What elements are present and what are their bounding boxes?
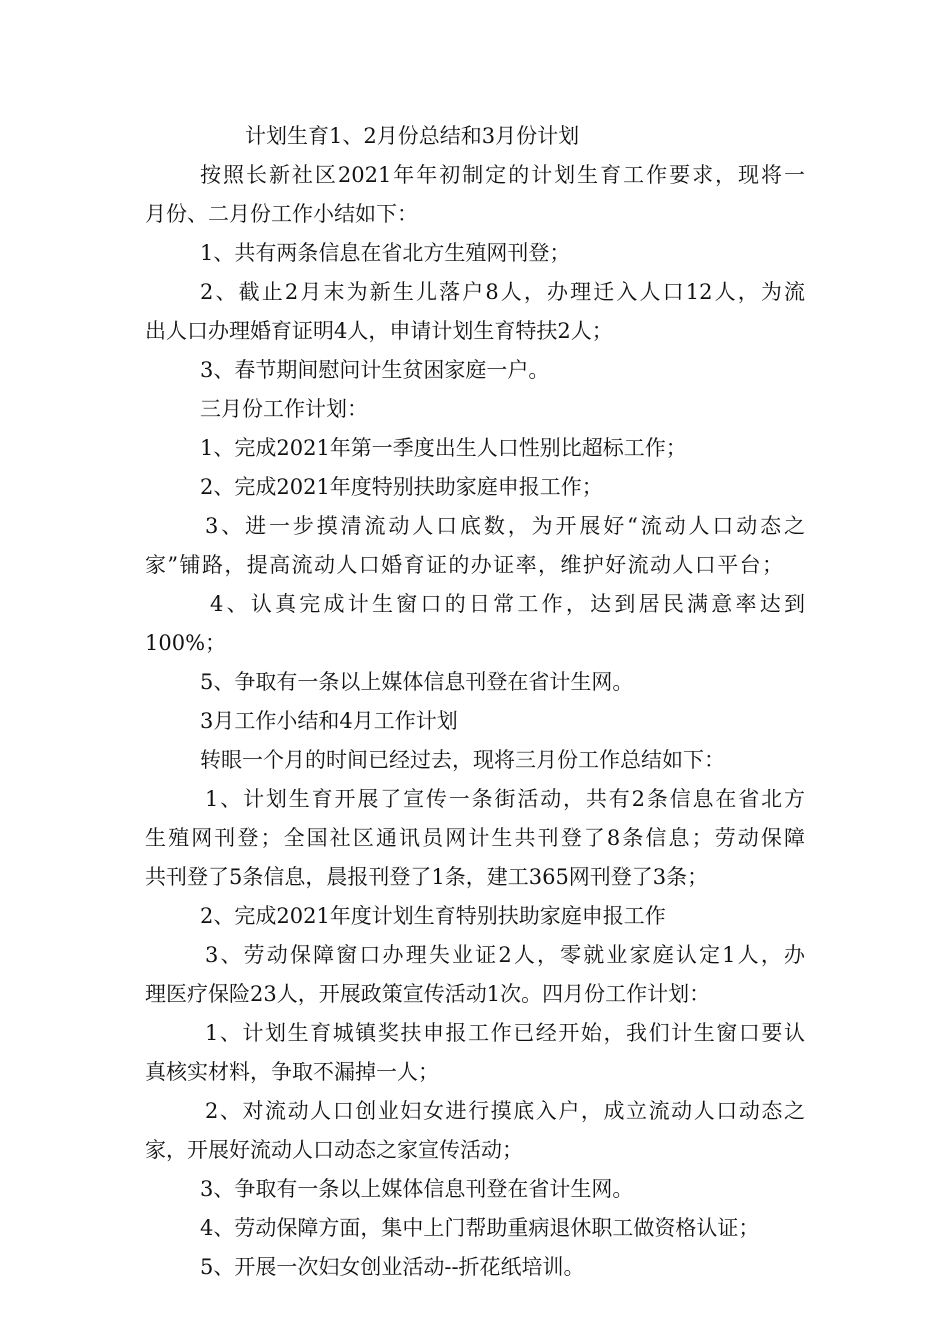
paragraph-line: 生殖网刊登；全国社区通讯员网计生共刊登了8条信息；劳动保障 bbox=[145, 826, 805, 850]
document-title: 计划生育1、2月份总结和3月份计划 bbox=[245, 124, 580, 148]
section-heading: 三月份工作计划： bbox=[200, 397, 368, 421]
paragraph-line: 月份、二月份工作小结如下： bbox=[145, 202, 418, 226]
paragraph-line: 出人口办理婚育证明4人，申请计划生育特扶2人； bbox=[145, 319, 613, 343]
paragraph-line: 1、共有两条信息在省北方生殖网刊登； bbox=[200, 241, 571, 265]
paragraph-line: 5、争取有一条以上媒体信息刊登在省计生网。 bbox=[200, 670, 634, 694]
paragraph-line: 家，开展好流动人口动态之家宣传活动； bbox=[145, 1138, 523, 1162]
paragraph-line: 1、完成2021年第一季度出生人口性别比超标工作； bbox=[200, 436, 687, 460]
paragraph-line: 真核实材料，争取不漏掉一人； bbox=[145, 1060, 439, 1084]
paragraph-line: 3、争取有一条以上媒体信息刊登在省计生网。 bbox=[200, 1177, 634, 1201]
paragraph-line: 转眼一个月的时间已经过去，现将三月份工作总结如下： bbox=[200, 748, 725, 772]
paragraph-line: 理医疗保险23人，开展政策宣传活动1次。四月份工作计划： bbox=[145, 982, 711, 1006]
paragraph-line: 1、计划生育开展了宣传一条街活动，共有2条信息在省北方 bbox=[205, 787, 805, 811]
paragraph-line: 4、劳动保障方面，集中上门帮助重病退休职工做资格认证； bbox=[200, 1216, 760, 1240]
paragraph-line: 3、春节期间慰问计生贫困家庭一户。 bbox=[200, 358, 550, 382]
paragraph-line: 2、对流动人口创业妇女进行摸底入户，成立流动人口动态之 bbox=[205, 1099, 805, 1123]
paragraph-line: 100%； bbox=[145, 631, 227, 655]
paragraph-line: 家”铺路，提高流动人口婚育证的办证率，维护好流动人口平台； bbox=[145, 553, 783, 577]
paragraph-line: 5、开展一次妇女创业活动--折花纸培训。 bbox=[200, 1255, 585, 1279]
paragraph-line: 2、截止2月末为新生儿落户8人，办理迁入人口12人，为流 bbox=[200, 280, 805, 304]
paragraph-line: 4、认真完成计生窗口的日常工作，达到居民满意率达到 bbox=[210, 592, 805, 616]
paragraph-line: 2、完成2021年度计划生育特别扶助家庭申报工作 bbox=[200, 904, 666, 928]
paragraph-line: 3、劳动保障窗口办理失业证2人，零就业家庭认定1人，办 bbox=[205, 943, 805, 967]
paragraph-line: 共刊登了5条信息，晨报刊登了1条，建工365网刊登了3条； bbox=[145, 865, 709, 889]
section-heading: 3月工作小结和4月工作计划 bbox=[200, 709, 458, 733]
paragraph-line: 3、进一步摸清流动人口底数，为开展好“流动人口动态之 bbox=[205, 514, 805, 538]
paragraph-line: 1、计划生育城镇奖扶申报工作已经开始，我们计生窗口要认 bbox=[205, 1021, 805, 1045]
paragraph-line: 按照长新社区2021年年初制定的计划生育工作要求，现将一 bbox=[200, 163, 805, 187]
paragraph-line: 2、完成2021年度特别扶助家庭申报工作； bbox=[200, 475, 603, 499]
